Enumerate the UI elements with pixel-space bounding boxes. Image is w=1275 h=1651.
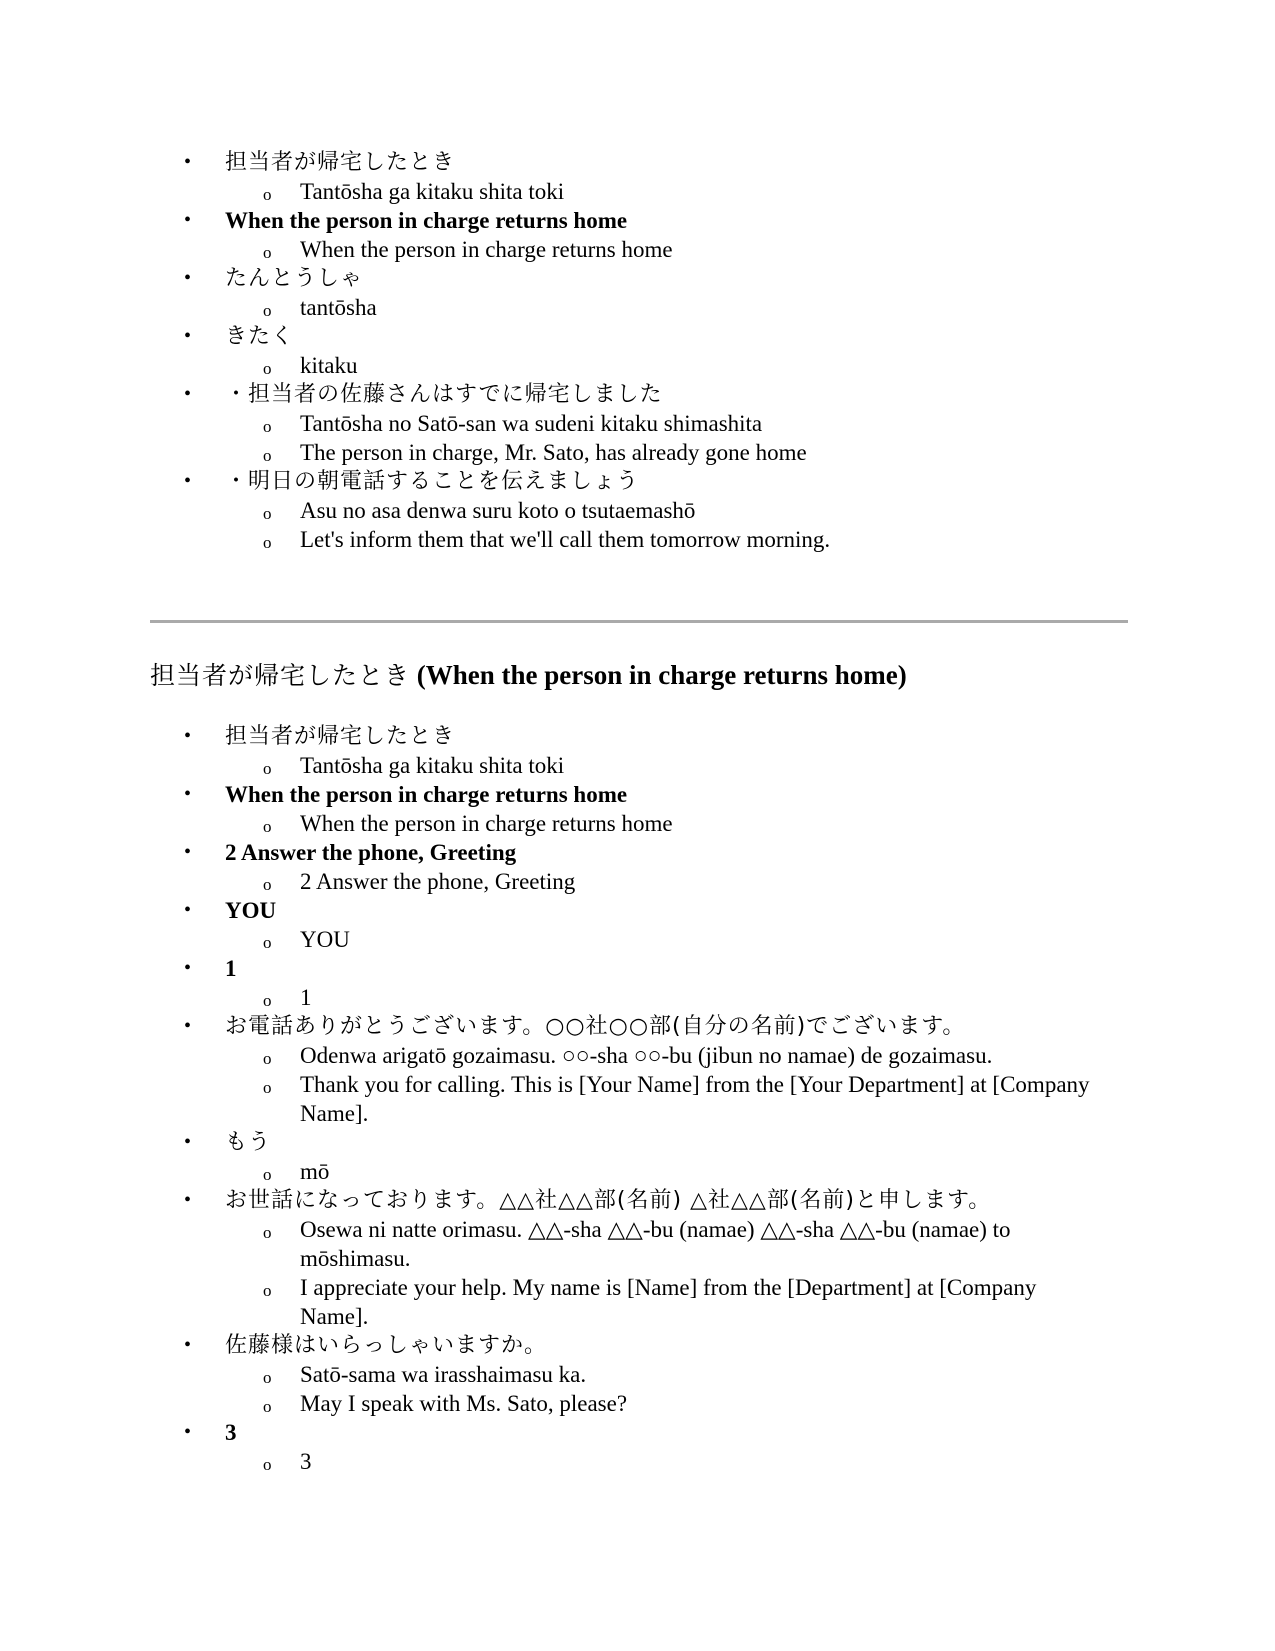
circle-bullet-icon: o	[263, 359, 272, 378]
sub-list-item	[225, 409, 1105, 438]
sub-list-item	[225, 1389, 1105, 1418]
sub-list	[225, 1215, 1105, 1331]
sub-list-text: YOU	[300, 927, 350, 952]
sub-list-text: The person in charge, Mr. Sato, has already gone home	[300, 440, 807, 465]
sub-list-item	[225, 1070, 1105, 1128]
list-item-heading: お世話になっております。△△社△△部(名前) △社△△部(名前)と申します。	[225, 1188, 992, 1213]
sub-list	[225, 751, 1105, 780]
bullet-icon: •	[184, 899, 192, 921]
list-item	[0, 148, 1105, 206]
sub-list-item	[225, 496, 1105, 525]
bullet-icon: •	[184, 1131, 192, 1153]
list-item	[0, 467, 1105, 554]
list-item-heading: ・担当者の佐藤さんはすでに帰宅しました	[225, 382, 663, 407]
bullet-icon: •	[184, 841, 192, 863]
sub-list-text: Let's inform them that we'll call them tomorrow morning.	[300, 527, 831, 552]
list-item-heading: ・明日の朝電話することを伝えましょう	[225, 469, 640, 494]
list-item	[0, 1418, 1105, 1476]
sub-list-item	[225, 235, 1105, 264]
sub-list-item	[225, 1157, 1105, 1186]
sub-list-text: When the person in charge returns home	[300, 237, 673, 262]
sub-list	[225, 809, 1105, 838]
list-item	[0, 1331, 1105, 1418]
sub-list-item	[225, 1273, 1105, 1331]
sub-list	[225, 925, 1105, 954]
list-item-heading: When the person in charge returns home	[225, 782, 628, 807]
sub-list-item	[225, 438, 1105, 467]
circle-bullet-icon: o	[263, 1397, 272, 1416]
circle-bullet-icon: o	[263, 1049, 272, 1068]
list-item-heading: 2 Answer the phone, Greeting	[225, 840, 517, 865]
section-title	[150, 658, 1150, 693]
list-item	[0, 1186, 1105, 1331]
sub-list	[225, 1447, 1105, 1476]
bullet-icon: •	[184, 1015, 192, 1037]
sub-list	[225, 235, 1105, 264]
list-item	[0, 838, 1105, 896]
bullet-icon: •	[184, 325, 192, 347]
list-item	[0, 896, 1105, 954]
sub-list-text: Satō-sama wa irasshaimasu ka.	[300, 1362, 587, 1387]
bullet-icon: •	[184, 1189, 192, 1211]
section-title-jp: 担当者が帰宅したとき	[150, 661, 411, 690]
bullet-icon: •	[184, 470, 192, 492]
sub-list	[225, 496, 1105, 554]
sub-list	[225, 351, 1105, 380]
circle-bullet-icon: o	[263, 417, 272, 436]
circle-bullet-icon: o	[263, 533, 272, 552]
circle-bullet-icon: o	[263, 1368, 272, 1387]
list-item	[0, 1128, 1105, 1186]
list-item	[0, 380, 1105, 467]
sub-list-item	[225, 177, 1105, 206]
circle-bullet-icon: o	[263, 1223, 272, 1242]
circle-bullet-icon: o	[263, 817, 272, 836]
bullet-icon: •	[184, 1334, 192, 1356]
bullet-icon: •	[184, 383, 192, 405]
sub-list	[225, 293, 1105, 322]
circle-bullet-icon: o	[263, 1455, 272, 1474]
sub-list-item	[225, 525, 1105, 554]
circle-bullet-icon: o	[263, 1078, 272, 1097]
sub-list-text: Asu no asa denwa suru koto o tsutaemashō	[300, 498, 696, 523]
list-item	[0, 780, 1105, 838]
sub-list-text: 3	[300, 1449, 312, 1474]
circle-bullet-icon: o	[263, 1165, 272, 1184]
circle-bullet-icon: o	[263, 875, 272, 894]
sub-list	[225, 409, 1105, 467]
list-item-heading: お電話ありがとうございます。○○社○○部(自分の名前)でございます。	[225, 1014, 966, 1039]
sub-list-item	[225, 809, 1105, 838]
bullet-icon: •	[184, 267, 192, 289]
list-item-heading: 1	[225, 956, 237, 981]
circle-bullet-icon: o	[263, 185, 272, 204]
sub-list-item	[225, 293, 1105, 322]
list-item	[0, 322, 1105, 380]
circle-bullet-icon: o	[263, 446, 272, 465]
sub-list-item	[225, 751, 1105, 780]
bullet-icon: •	[184, 957, 192, 979]
circle-bullet-icon: o	[263, 301, 272, 320]
horizontal-divider	[150, 620, 1128, 623]
list-item-heading: 担当者が帰宅したとき	[225, 150, 456, 175]
sub-list	[225, 1157, 1105, 1186]
sub-list-text: Tantōsha ga kitaku shita toki	[300, 753, 565, 778]
sub-list-text: 2 Answer the phone, Greeting	[300, 869, 576, 894]
list-item	[0, 1012, 1105, 1128]
list-item-heading: 担当者が帰宅したとき	[225, 724, 456, 749]
sub-list-item	[225, 1041, 1105, 1070]
circle-bullet-icon: o	[263, 933, 272, 952]
bullet-icon: •	[184, 783, 192, 805]
sub-list-item	[225, 1447, 1105, 1476]
list-item-heading: When the person in charge returns home	[225, 208, 628, 233]
list-item-heading: 佐藤様はいらっしゃいますか。	[225, 1333, 548, 1358]
sub-list	[225, 867, 1105, 896]
circle-bullet-icon: o	[263, 243, 272, 262]
list-item	[0, 954, 1105, 1012]
sub-list-item	[225, 1215, 1105, 1273]
sub-list-text: Odenwa arigatō gozaimasu. ○○-sha ○○-bu (jibun no namae) de gozaimasu.	[300, 1043, 993, 1068]
sub-list-text: When the person in charge returns home	[300, 811, 673, 836]
sub-list-text: Tantōsha no Satō-san wa sudeni kitaku shimashita	[300, 411, 763, 436]
bullet-icon: •	[184, 151, 192, 173]
sub-list-text: Thank you for calling. This is [Your Name] from the [Your Department] at [Company Name].	[300, 1072, 1090, 1126]
sub-list-text: May I speak with Ms. Sato, please?	[300, 1391, 628, 1416]
circle-bullet-icon: o	[263, 991, 272, 1010]
sub-list-text: Osewa ni natte orimasu. △△-sha △△-bu (namae) △△-sha △△-bu (namae) to mōshimasu.	[300, 1217, 1011, 1271]
sub-list	[225, 1041, 1105, 1128]
list-item-heading: YOU	[225, 898, 277, 923]
bullet-icon: •	[184, 209, 192, 231]
sub-list	[225, 983, 1105, 1012]
vocab-list-top	[0, 148, 1275, 554]
sub-list-text: mō	[300, 1159, 330, 1184]
sub-list-text: tantōsha	[300, 295, 377, 320]
phrase-list-bottom	[0, 722, 1275, 1476]
sub-list-item	[225, 925, 1105, 954]
sub-list-item	[225, 983, 1105, 1012]
list-item-heading: きたく	[225, 324, 295, 349]
sub-list	[225, 177, 1105, 206]
list-item-heading: 3	[225, 1420, 237, 1445]
circle-bullet-icon: o	[263, 1281, 272, 1300]
sub-list-item	[225, 1360, 1105, 1389]
section-title-en: (When the person in charge returns home)	[416, 660, 907, 690]
sub-list	[225, 1360, 1105, 1418]
sub-list-text: kitaku	[300, 353, 358, 378]
list-item	[0, 206, 1105, 264]
sub-list-text: I appreciate your help. My name is [Name] from the [Department] at [Company Name].	[300, 1275, 1037, 1329]
sub-list-text: 1	[300, 985, 312, 1010]
sub-list-item	[225, 351, 1105, 380]
circle-bullet-icon: o	[263, 504, 272, 523]
sub-list-text: Tantōsha ga kitaku shita toki	[300, 179, 565, 204]
list-item-heading: もう	[225, 1130, 272, 1155]
list-item-heading: たんとうしゃ	[225, 266, 364, 291]
sub-list-item	[225, 867, 1105, 896]
list-item	[0, 264, 1105, 322]
bullet-icon: •	[184, 1421, 192, 1443]
list-item	[0, 722, 1105, 780]
circle-bullet-icon: o	[263, 759, 272, 778]
bullet-icon: •	[184, 725, 192, 747]
